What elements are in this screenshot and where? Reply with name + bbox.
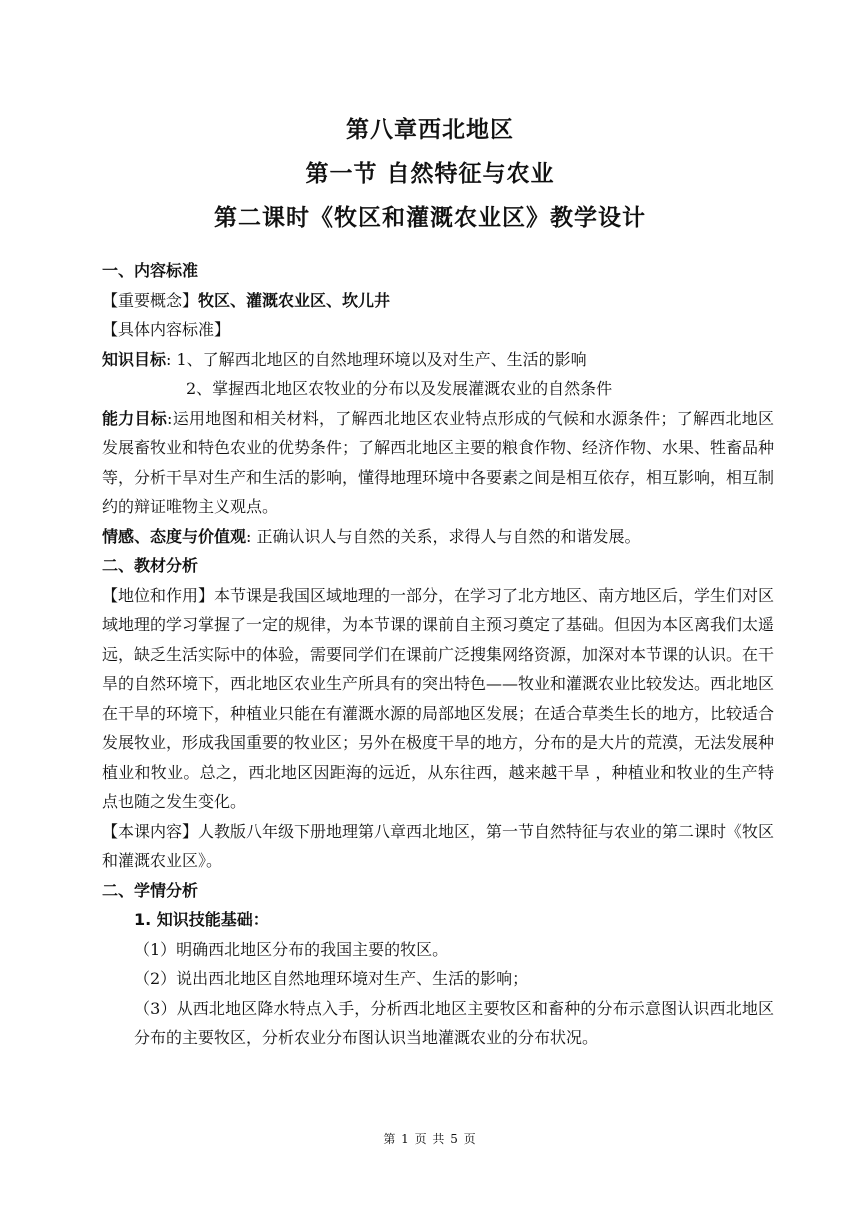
skill-item-1: （1）明确西北地区分布的我国主要的牧区。 — [134, 939, 449, 959]
document-body — [102, 256, 774, 1053]
chapter-title: 第八章西北地区 — [346, 117, 514, 143]
lesson-title: 第二课时《牧区和灌溉农业区》教学设计 — [214, 205, 646, 231]
ability-goal-label: 能力目标 — [102, 408, 168, 428]
heading-textbook-analysis: 二、教材分析 — [102, 556, 199, 575]
key-concept — [102, 286, 774, 316]
knowledge-goal-1 — [102, 345, 774, 375]
ability-goal-text: :运用地图和相关材料，了解西北地区农业特点形成的气候和水源条件；了解西北地区发展畜牧业和特色农业的优势条件；了解西北地区主要的粮食作物、经济作物、水果、牲畜品种等，分析干旱对生产和生活的影响，懂得地理环境中各要素之间是相互依存，相互影响，相互制约的辩证唯物主义观点。 — [102, 408, 775, 516]
skill-heading: 1. 知识技能基础： — [134, 910, 269, 929]
position-paragraph: 【地位和作用】本节课是我国区域地理的一部分，在学习了北方地区、南方地区后，学生们对区域地理的学习掌握了一定的规律，为本节课的课前自主预习奠定了基础。但因为本区离我们太遥远，缺乏生活实际中的体验，需要同学们在课前广泛搜集网络资源，加深对本节课的认识。在干旱的自然环境下，西北地区农业生产所具有的突出特色——牧业和灌溉农业比较发达。西北地区在干旱的环境下，种植业只能在有灌溉水源的局部地区发展；在适合草类生长的地方，比较适合发展牧业，形成我国重要的牧业区；另外在极度干旱的地方，分布的是大片的荒漠，无法发展种植业和牧业。总之，西北地区因距海的远近，从东往西，越来越干旱 ，种植业和牧业的生产特点也随之发生变化。 — [102, 585, 775, 811]
knowledge-goal-text-1: : 1、了解西北地区的自然地理环境以及对生产、生活的影响 — [166, 349, 587, 369]
knowledge-goal-label: 知识目标 — [102, 349, 167, 369]
page-number: 第 1 页 共 5 页 — [383, 1132, 477, 1146]
knowledge-goal-2: 2、掌握西北地区农牧业的分布以及发展灌溉农业的自然条件 — [186, 379, 613, 398]
key-concept-label: 【重要概念】 — [102, 290, 199, 310]
key-concept-text: 牧区、灌溉农业区、坎儿井 — [198, 290, 391, 310]
heading-content-standard: 一、内容标准 — [102, 261, 199, 280]
emotion-goal — [102, 522, 774, 552]
ability-goal — [102, 404, 774, 522]
section-title: 第一节 自然特征与农业 — [305, 161, 555, 187]
skill-item-3: （3）从西北地区降水特点入手，分析西北地区主要牧区和畜种的分布示意图认识西北地区分布的主要牧区，分析农业分布图认识当地灌溉农业的分布状况。 — [134, 998, 774, 1047]
content-standard-label: 【具体内容标准】 — [102, 320, 231, 339]
emotion-goal-label: 情感、态度与价值观 — [102, 526, 247, 546]
skill-item-2: （2）说出西北地区自然地理环境对生产、生活的影响； — [134, 969, 529, 988]
lesson-content-paragraph: 【本课内容】人教版八年级下册地理第八章西北地区，第一节自然特征与农业的第二课时《牧区和灌溉农业区》。 — [102, 821, 775, 870]
emotion-goal-text: : 正确认识人与自然的关系，求得人与自然的和谐发展。 — [246, 526, 641, 546]
heading-student-analysis: 二、学情分析 — [102, 880, 199, 900]
title-block — [0, 108, 860, 240]
